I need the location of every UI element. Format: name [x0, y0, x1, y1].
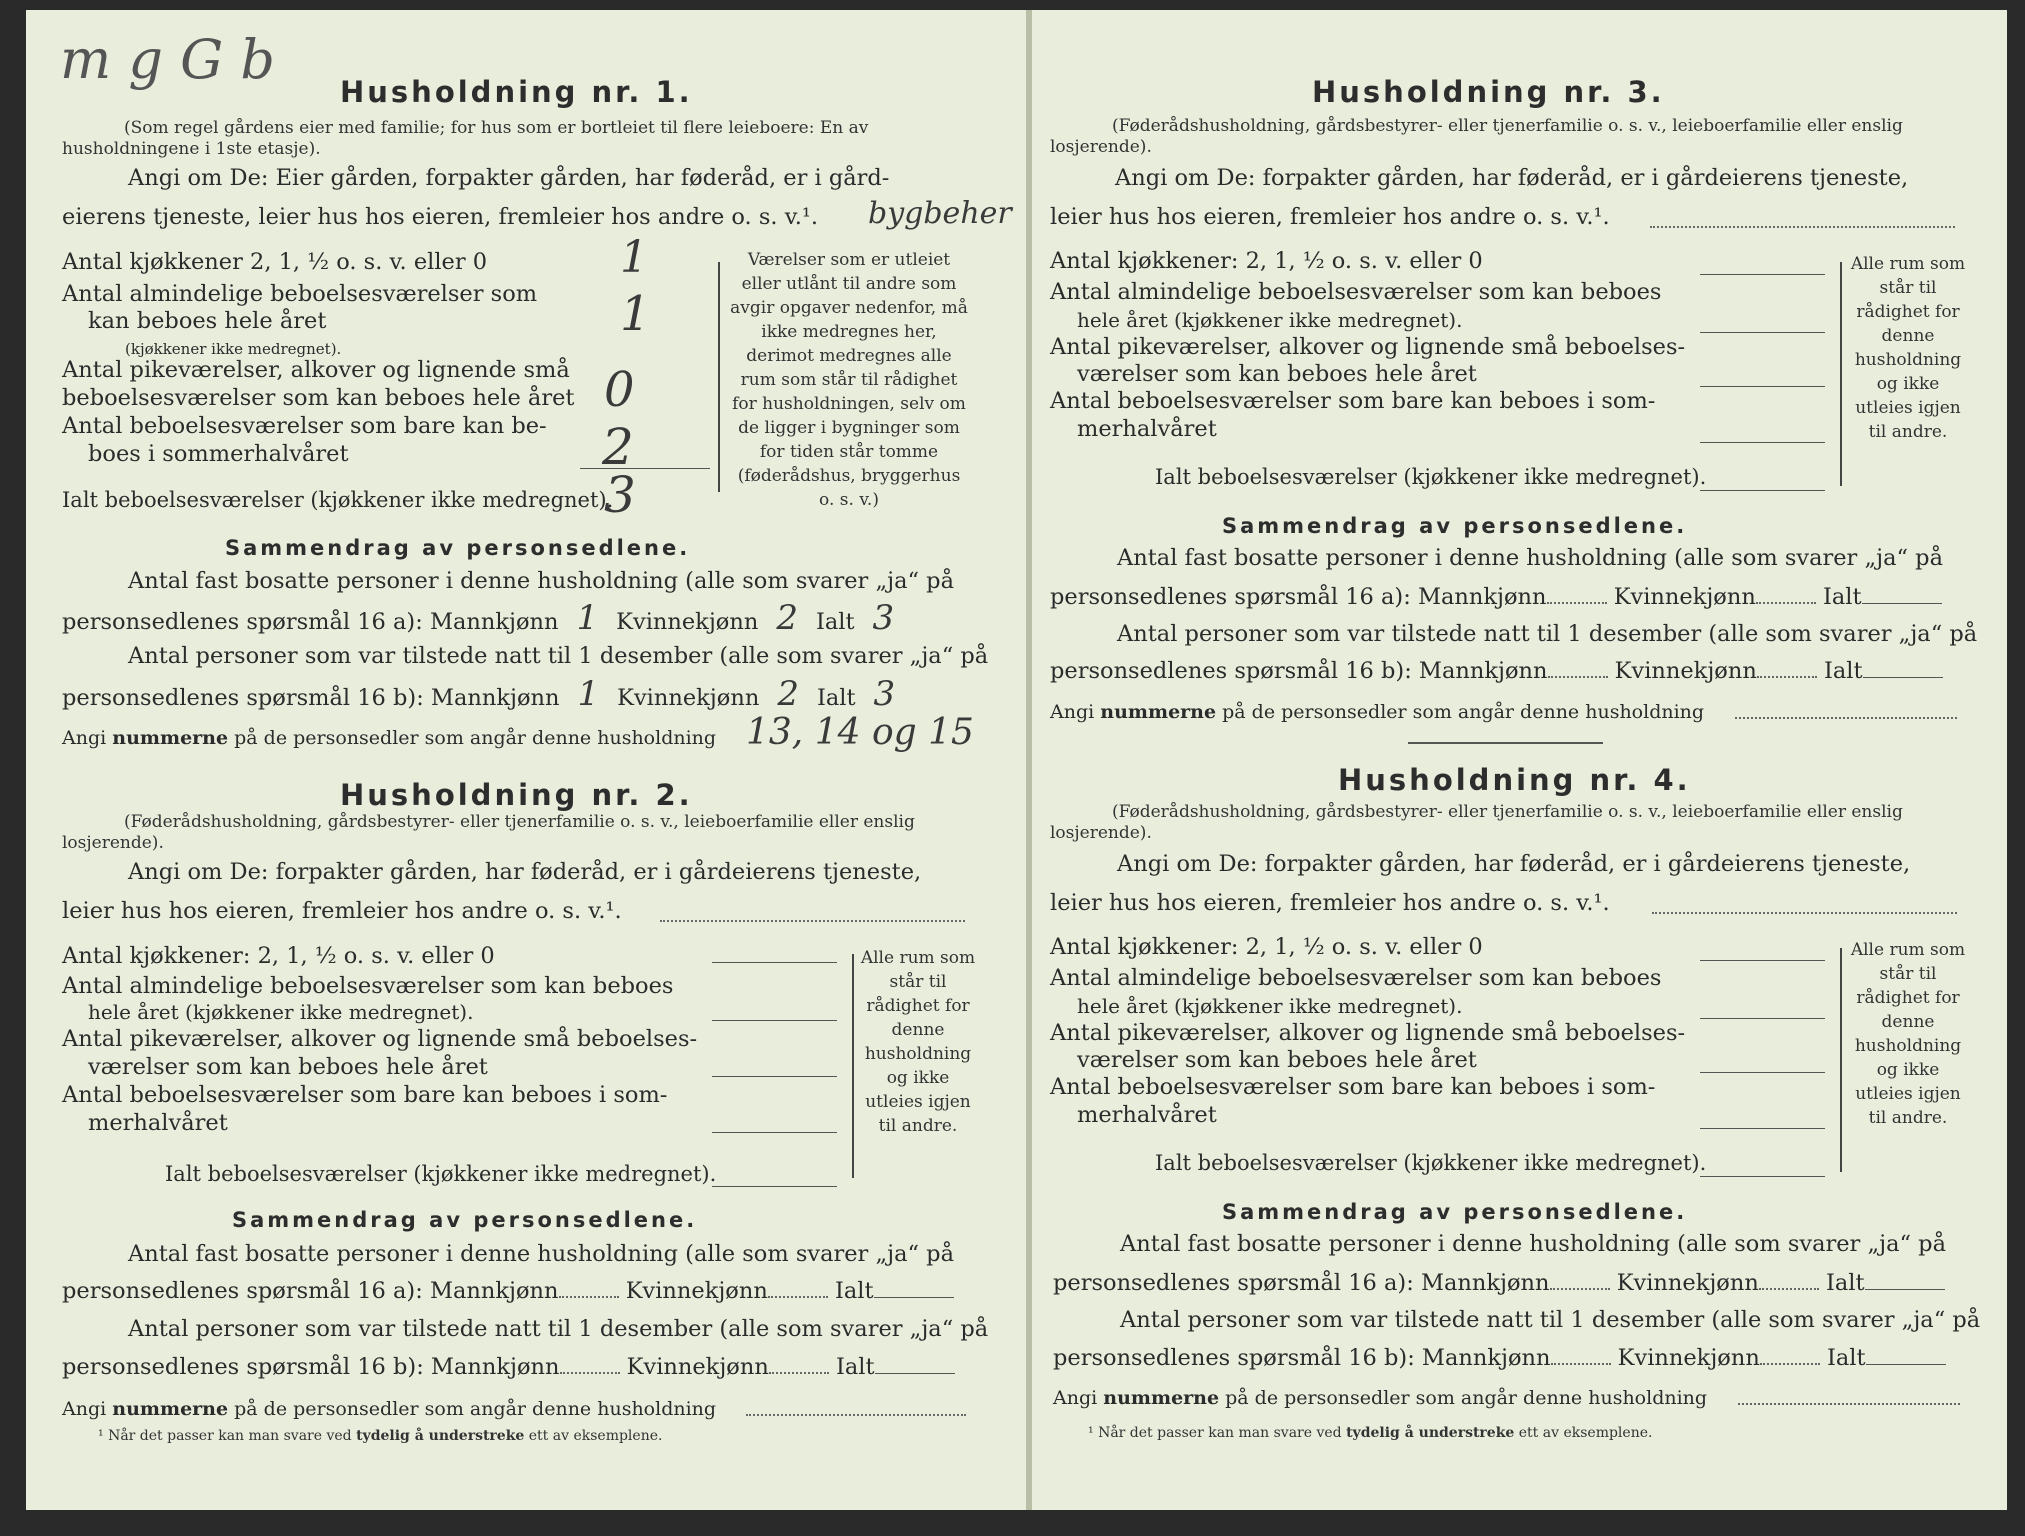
h1-summary-line4	[62, 674, 913, 714]
h3-row-rooms-2: hele året (kjøkkener ikke medregnet).	[1077, 308, 1463, 332]
h2-16b-men-blank	[560, 1372, 620, 1374]
h4-summary-line2	[1053, 1269, 1945, 1298]
h2-line-kitchens	[712, 962, 837, 963]
h1-summary-line2	[62, 598, 912, 638]
h4-16b-total-label: Ialt	[1826, 1345, 1866, 1371]
h3-row-rooms-1: Antal almindelige beboelsesværelser som kan beboes	[1050, 279, 1662, 305]
right-footnote	[1088, 1425, 1652, 1441]
left-footnote-bold: tydelig å understreke	[356, 1428, 525, 1444]
h1-16a-label: personsedlenes spørsmål 16 a): Mannkjønn	[62, 609, 559, 635]
h2-note-brace	[852, 954, 854, 1178]
h4-line-small	[1700, 1072, 1825, 1073]
household-1-angi-line2: eierens tjeneste, leier hus hos eieren, fremleier hos andre o. s. v.¹.	[62, 204, 819, 230]
h3-nummer-line	[1050, 698, 1704, 727]
h1-16a-women: 2	[776, 598, 798, 638]
h3-line-rooms	[1700, 332, 1825, 333]
h3-divider	[1408, 742, 1603, 744]
h2-row-summer-2: merhalvåret	[88, 1110, 228, 1136]
right-footnote-bold: tydelig å understreke	[1346, 1425, 1515, 1441]
h1-total-rule	[580, 468, 710, 469]
h4-16a-total-label: Ialt	[1826, 1270, 1865, 1296]
h3-nummer-pre: Angi	[1050, 701, 1095, 723]
h3-16a-total-blank	[1862, 603, 1942, 604]
household-3-angi-line2: leier hus hos eieren, fremleier hos andre o. s. v.¹.	[1050, 204, 1610, 230]
h2-16a-label: personsedlenes spørsmål 16 a): Mannkjønn	[62, 1278, 559, 1304]
h4-note-brace	[1840, 948, 1842, 1172]
h3-row-summer-2: merhalvåret	[1077, 416, 1217, 442]
h2-row-small-rooms-2: værelser som kan beboes hele året	[88, 1054, 488, 1080]
h4-16b-women-blank	[1760, 1363, 1820, 1365]
h4-16a-label: personsedlenes spørsmål 16 a): Mannkjønn	[1053, 1270, 1550, 1296]
h1-row-rooms-2: kan beboes hele året	[88, 308, 327, 334]
household-2-angi-line1: Angi om De: forpakter gården, har føderåd, er i gårdeierens tjeneste,	[128, 859, 922, 885]
h4-16a-men-blank	[1550, 1288, 1610, 1290]
h2-angi-dotline	[660, 920, 965, 922]
h3-16a-women-label: Kvinnekjønn	[1613, 584, 1756, 610]
h3-summary-line1: Antal fast bosatte personer i denne husholdning (alle som svarer „ja“ på	[1117, 545, 1943, 571]
h3-summary-line2	[1050, 583, 1942, 612]
h1-answer-rooms: 1	[620, 286, 651, 342]
h1-nummer-bold: nummerne	[112, 727, 229, 749]
h4-16b-total-blank	[1866, 1364, 1946, 1365]
household-1-angi-line1: Angi om De: Eier gården, forpakter gården, har føderåd, er i gård-	[128, 165, 890, 191]
h3-angi-dotline	[1650, 226, 1955, 228]
h2-row-rooms-2: hele året (kjøkkener ikke medregnet).	[88, 1000, 474, 1024]
h4-summary-line3: Antal personer som var tilstede natt til 1 desember (alle som svarer „ja“ på	[1120, 1307, 1981, 1333]
h1-summary-line3: Antal personer som var tilstede natt til 1 desember (alle som svarer „ja“ på	[128, 643, 989, 669]
h3-row-small-rooms-1: Antal pikeværelser, alkover og lignende små beboelses-	[1050, 334, 1686, 360]
h1-row-kitchens: Antal kjøkkener 2, 1, ½ o. s. v. eller 0	[62, 249, 488, 275]
h2-line-rooms	[712, 1020, 837, 1021]
h1-row-small-rooms-2: beboelsesværelser som kan beboes hele året	[62, 385, 575, 411]
left-footnote-pre: ¹ Når det passer kan man svare ved	[98, 1428, 352, 1444]
h2-nummer-pre: Angi	[62, 1398, 107, 1420]
household-2-title: Husholdning nr. 2.	[340, 778, 693, 812]
h4-row-total: Ialt beboelsesværelser (kjøkkener ikke medregnet).	[1155, 1151, 1707, 1175]
h3-row-small-rooms-2: værelser som kan beboes hele året	[1077, 361, 1477, 387]
h3-line-kitchens	[1700, 274, 1825, 275]
household-1-subtitle: (Som regel gårdens eier med familie; for hus som er bortleiet til flere leieboere: En av husholdningene i 1ste etasje).	[62, 118, 869, 159]
h2-row-rooms-1: Antal almindelige beboelsesværelser som kan beboes	[62, 973, 674, 999]
h2-row-kitchens: Antal kjøkkener: 2, 1, ½ o. s. v. eller 0	[62, 943, 495, 969]
h4-row-small-rooms-2: værelser som kan beboes hele året	[1077, 1047, 1477, 1073]
h3-summary-title: Sammendrag av personsedlene.	[1222, 514, 1688, 538]
h3-summary-line4	[1050, 657, 1943, 686]
left-footnote	[98, 1428, 662, 1444]
h1-note-brace	[718, 262, 720, 492]
h1-row-rooms-1: Antal almindelige beboelsesværelser som	[62, 281, 538, 307]
h2-summary-line4	[62, 1353, 955, 1382]
h4-summary-line1: Antal fast bosatte personer i denne husholdning (alle som svarer „ja“ på	[1120, 1231, 1946, 1257]
h3-note-brace	[1840, 262, 1842, 486]
h3-line-total	[1700, 490, 1825, 491]
h3-note: Alle rum som står til rådighet for denne husholdning og ikke utleies igjen til andre.	[1850, 254, 1966, 442]
h2-16b-total-blank	[875, 1373, 955, 1374]
h1-answer-total: 3	[604, 466, 636, 524]
h4-line-rooms	[1700, 1018, 1825, 1019]
h4-row-small-rooms-1: Antal pikeværelser, alkover og lignende små beboelses-	[1050, 1020, 1686, 1046]
h2-nummer-line	[62, 1395, 716, 1424]
h3-line-summer	[1700, 442, 1825, 443]
h2-16b-total-label: Ialt	[835, 1354, 875, 1380]
h4-summary-line4	[1053, 1344, 1946, 1373]
h4-row-summer-2: merhalvåret	[1077, 1102, 1217, 1128]
h4-row-rooms-1: Antal almindelige beboelsesværelser som kan beboes	[1050, 965, 1662, 991]
h2-nummer-dotline	[746, 1414, 966, 1416]
h1-row-small-rooms-1: Antal pikeværelser, alkover og lignende små	[62, 357, 570, 383]
h1-row-summer-2: boes i sommerhalvåret	[88, 441, 349, 467]
h3-row-kitchens: Antal kjøkkener: 2, 1, ½ o. s. v. eller 0	[1050, 248, 1483, 274]
h4-nummer-line	[1053, 1384, 1707, 1413]
h3-nummer-bold: nummerne	[1100, 701, 1217, 723]
h1-note: Værelser som er utleiet eller utlånt til andre som avgir opgaver nedenfor, må ikke medregnes her, derimot medregnes alle rum som står til rådighet for husholdningen, selv om de ligger i bygninger som for tiden står tomme (føderådshus, bryggerhus o. s. v.)	[730, 250, 968, 510]
h2-line-summer	[712, 1132, 837, 1133]
h2-16a-total-blank	[874, 1297, 954, 1298]
h1-16b-women-label: Kvinnekjønn	[617, 685, 760, 711]
h4-nummer-bold: nummerne	[1103, 1387, 1220, 1409]
household-4-angi-line1: Angi om De: forpakter gården, har føderåd, er i gårdeierens tjeneste,	[1117, 851, 1911, 877]
h1-summary-line1: Antal fast bosatte personer i denne husholdning (alle som svarer „ja“ på	[128, 568, 954, 594]
h4-16b-women-label: Kvinnekjønn	[1617, 1345, 1760, 1371]
h4-line-summer	[1700, 1128, 1825, 1129]
h3-16a-men-blank	[1547, 602, 1607, 604]
h2-summary-line1: Antal fast bosatte personer i denne husholdning (alle som svarer „ja“ på	[128, 1241, 954, 1267]
h3-16b-total-blank	[1863, 677, 1943, 678]
h2-16a-women-blank	[768, 1296, 828, 1298]
h4-line-kitchens	[1700, 960, 1825, 961]
h1-summary-title: Sammendrag av personsedlene.	[225, 536, 691, 560]
h1-answer-summer: 2	[602, 418, 634, 476]
h3-16a-women-blank	[1756, 602, 1816, 604]
h1-nummer-answer: 13, 14 og 15	[746, 712, 974, 753]
h2-summary-title: Sammendrag av personsedlene.	[232, 1208, 698, 1232]
h4-16a-women-blank	[1759, 1288, 1819, 1290]
h3-16b-men-blank	[1548, 676, 1608, 678]
h2-row-total: Ialt beboelsesværelser (kjøkkener ikke medregnet).	[165, 1162, 717, 1186]
household-2-subtitle: (Føderådshusholdning, gårdsbestyrer- eller tjenerfamilie o. s. v., leieboerfamilie eller enslig losjerende).	[62, 812, 915, 853]
right-footnote-post: ett av eksemplene.	[1518, 1425, 1653, 1441]
h3-line-small	[1700, 386, 1825, 387]
h2-summary-line3: Antal personer som var tilstede natt til 1 desember (alle som svarer „ja“ på	[128, 1316, 989, 1342]
h4-nummer-post: på de personsedler som angår denne husholdning	[1225, 1387, 1708, 1409]
h2-16a-total-label: Ialt	[835, 1278, 874, 1304]
h2-16a-men-blank	[559, 1296, 619, 1298]
h3-16b-women-blank	[1757, 676, 1817, 678]
h4-16a-women-label: Kvinnekjønn	[1616, 1270, 1759, 1296]
right-footnote-pre: ¹ Når det passer kan man svare ved	[1088, 1425, 1342, 1441]
h1-16a-total-label: Ialt	[815, 609, 855, 635]
h3-16b-women-label: Kvinnekjønn	[1614, 658, 1757, 684]
h1-16b-men: 1	[577, 674, 600, 714]
h1-answer-kitchens: 1	[620, 232, 648, 283]
h2-summary-line2	[62, 1277, 954, 1306]
h3-nummer-dotline	[1735, 717, 1957, 719]
h2-16a-women-label: Kvinnekjønn	[625, 1278, 768, 1304]
h1-16b-women: 2	[777, 674, 799, 714]
h2-16b-label: personsedlenes spørsmål 16 b): Mannkjønn	[62, 1354, 560, 1380]
h4-row-summer-1: Antal beboelsesværelser som bare kan beboes i som-	[1050, 1074, 1656, 1100]
household-2-angi-line2: leier hus hos eieren, fremleier hos andre o. s. v.¹.	[62, 898, 622, 924]
household-3-title: Husholdning nr. 3.	[1312, 75, 1665, 109]
h1-nummer-post: på de personsedler som angår denne husholdning	[234, 727, 717, 749]
household-3-angi-line1: Angi om De: forpakter gården, har føderåd, er i gårdeierens tjeneste,	[1115, 165, 1909, 191]
h1-16a-men: 1	[576, 598, 599, 638]
h4-16b-label: personsedlenes spørsmål 16 b): Mannkjønn	[1053, 1345, 1551, 1371]
h2-16b-women-blank	[769, 1372, 829, 1374]
h3-16a-label: personsedlenes spørsmål 16 a): Mannkjønn	[1050, 584, 1547, 610]
household-1-title: Husholdning nr. 1.	[340, 75, 693, 109]
h1-16b-total-label: Ialt	[816, 685, 856, 711]
h1-answer-small-rooms: 0	[604, 362, 635, 418]
h2-line-small	[712, 1076, 837, 1077]
household-4-subtitle: (Føderådshusholdning, gårdsbestyrer- eller tjenerfamilie o. s. v., leieboerfamilie eller enslig losjerende).	[1050, 802, 1903, 843]
h1-16a-total: 3	[872, 598, 895, 638]
h4-summary-title: Sammendrag av personsedlene.	[1222, 1200, 1688, 1224]
h2-16b-women-label: Kvinnekjønn	[626, 1354, 769, 1380]
h4-row-kitchens: Antal kjøkkener: 2, 1, ½ o. s. v. eller 0	[1050, 934, 1483, 960]
h1-16b-label: personsedlenes spørsmål 16 b): Mannkjønn	[62, 685, 560, 711]
h1-nummer-pre: Angi	[62, 727, 107, 749]
h3-summary-line3: Antal personer som var tilstede natt til 1 desember (alle som svarer „ja“ på	[1117, 621, 1978, 647]
left-footnote-post: ett av eksemplene.	[528, 1428, 663, 1444]
h4-line-total	[1700, 1176, 1825, 1177]
household-3-subtitle: (Føderådshusholdning, gårdsbestyrer- eller tjenerfamilie o. s. v., leieboerfamilie eller enslig losjerende).	[1050, 116, 1903, 157]
h2-nummer-post: på de personsedler som angår denne husholdning	[234, 1398, 717, 1420]
h3-16b-total-label: Ialt	[1823, 658, 1863, 684]
handwritten-stamp: m g G b	[60, 28, 275, 91]
h3-16b-label: personsedlenes spørsmål 16 b): Mannkjønn	[1050, 658, 1548, 684]
household-4-title: Husholdning nr. 4.	[1338, 763, 1691, 797]
h2-row-small-rooms-1: Antal pikeværelser, alkover og lignende små beboelses-	[62, 1026, 698, 1052]
h1-16b-total: 3	[873, 674, 896, 714]
h4-nummer-dotline	[1738, 1403, 1960, 1405]
h2-row-summer-1: Antal beboelsesværelser som bare kan beboes i som-	[62, 1082, 668, 1108]
h3-16a-total-label: Ialt	[1823, 584, 1862, 610]
h4-16a-total-blank	[1865, 1289, 1945, 1290]
h2-note: Alle rum som står til rådighet for denne husholdning og ikke utleies igjen til andre.	[860, 948, 976, 1136]
h3-row-summer-1: Antal beboelsesværelser som bare kan beboes i som-	[1050, 388, 1656, 414]
h4-note: Alle rum som står til rådighet for denne husholdning og ikke utleies igjen til andre.	[1850, 940, 1966, 1128]
h1-16a-women-label: Kvinnekjønn	[616, 609, 759, 635]
h3-row-total: Ialt beboelsesværelser (kjøkkener ikke medregnet).	[1155, 465, 1707, 489]
h1-nummer-line	[62, 724, 716, 753]
h1-row-rooms-3: (kjøkkener ikke medregnet).	[125, 340, 342, 358]
h4-row-rooms-2: hele året (kjøkkener ikke medregnet).	[1077, 994, 1463, 1018]
h3-nummer-post: på de personsedler som angår denne husholdning	[1222, 701, 1705, 723]
h1-row-summer-1: Antal beboelsesværelser som bare kan be-	[62, 413, 547, 439]
h4-nummer-pre: Angi	[1053, 1387, 1098, 1409]
h4-angi-dotline	[1652, 912, 1957, 914]
h4-16b-men-blank	[1551, 1363, 1611, 1365]
household-4-angi-line2: leier hus hos eieren, fremleier hos andre o. s. v.¹.	[1050, 890, 1610, 916]
household-1-angi-answer: bygbeher	[868, 196, 1012, 231]
h1-row-total: Ialt beboelsesværelser (kjøkkener ikke medregnet).	[62, 488, 614, 512]
h2-nummer-bold: nummerne	[112, 1398, 229, 1420]
h2-line-total	[712, 1186, 837, 1187]
